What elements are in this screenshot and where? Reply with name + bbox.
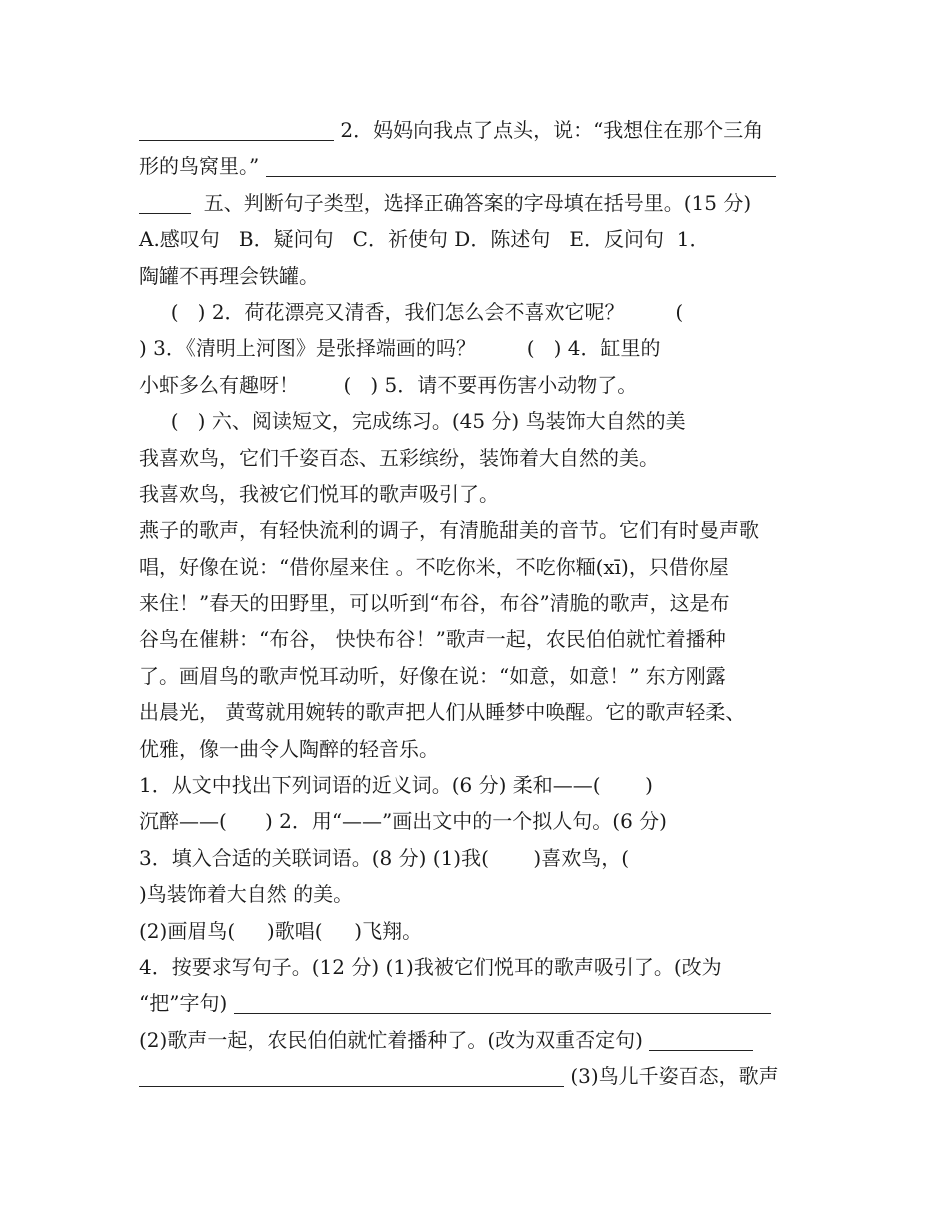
text-line bbox=[139, 440, 812, 476]
text-line bbox=[139, 985, 812, 1021]
line-text: A.感叹句 B．疑问句 C．祈使句 D．陈述句 E．反问句 1． bbox=[139, 227, 710, 252]
line-text: 4．按要求写句子。(12 分) (1)我被它们悦耳的歌声吸引了。(改为 bbox=[139, 954, 722, 979]
line-text: ) 3．《清明上河图》是张择端画的吗？ ( ) 4．缸里的 bbox=[139, 336, 661, 361]
text-line bbox=[139, 476, 812, 512]
answer-blank[interactable] bbox=[649, 1026, 753, 1051]
line-text: 燕子的歌声，有轻快流利的调子，有清脆甜美的音节。它们有时曼声歌 bbox=[139, 518, 759, 543]
text-line bbox=[139, 913, 812, 949]
text-line bbox=[139, 148, 812, 184]
text-line bbox=[139, 840, 812, 876]
text-line bbox=[139, 731, 812, 767]
line-text: 来住！”春天的田野里，可以听到“布谷，布谷”清脆的歌声，这是布 bbox=[139, 591, 730, 616]
text-line bbox=[139, 330, 812, 366]
line-text: “把”字句) bbox=[139, 991, 234, 1016]
text-line bbox=[139, 512, 812, 548]
answer-blank[interactable] bbox=[139, 189, 191, 214]
text-line bbox=[139, 185, 812, 221]
line-text: )鸟装饰着大自然 的美。 bbox=[139, 882, 354, 907]
line-text: (2)歌声一起，农民伯伯就忙着播种了。(改为双重否定句) bbox=[139, 1027, 650, 1052]
line-text: 五、判断句子类型，选择正确答案的字母填在括号里。(15 分) bbox=[191, 190, 752, 215]
text-line bbox=[139, 949, 812, 985]
line-text: 我喜欢鸟，我被它们悦耳的歌声吸引了。 bbox=[139, 481, 499, 506]
answer-blank[interactable] bbox=[266, 152, 776, 177]
text-line bbox=[139, 803, 812, 839]
text-line bbox=[139, 1022, 812, 1058]
text-line bbox=[139, 658, 812, 694]
line-text: 谷鸟在催耕：“布谷， 快快布谷！”歌声一起，农民伯伯就忙着播种 bbox=[139, 627, 726, 652]
text-line bbox=[139, 767, 812, 803]
line-text: (3)鸟儿千姿百态，歌声 bbox=[564, 1064, 779, 1089]
text-line bbox=[139, 112, 812, 148]
text-line bbox=[139, 367, 812, 403]
text-line bbox=[139, 221, 812, 257]
line-text: 小虾多么有趣呀！ ( ) 5．请不要再伤害小动物了。 bbox=[139, 372, 638, 397]
text-line bbox=[139, 549, 812, 585]
line-text: 沉醉——( ) 2．用“——”画出文中的一个拟人句。(6 分) bbox=[139, 809, 667, 834]
text-line bbox=[139, 403, 812, 439]
line-text: (2)画眉鸟( )歌唱( )飞翔。 bbox=[139, 918, 423, 943]
line-text: 出晨光， 黄莺就用婉转的歌声把人们从睡梦中唤醒。它的歌声轻柔、 bbox=[139, 700, 746, 725]
text-line bbox=[139, 1058, 812, 1094]
text-line bbox=[139, 294, 812, 330]
text-line bbox=[139, 694, 812, 730]
text-line bbox=[139, 621, 812, 657]
line-text: 3．填入合适的关联词语。(8 分) (1)我( )喜欢鸟，( bbox=[139, 845, 630, 870]
answer-blank[interactable] bbox=[234, 989, 771, 1014]
answer-blank[interactable] bbox=[139, 1062, 564, 1087]
text-line bbox=[139, 258, 812, 294]
text-line bbox=[139, 585, 812, 621]
line-text: 形的鸟窝里。” bbox=[139, 154, 266, 179]
line-text: 我喜欢鸟，它们千姿百态、五彩缤纷，装饰着大自然的美。 bbox=[139, 445, 659, 470]
text-line bbox=[139, 876, 812, 912]
worksheet-page bbox=[139, 112, 812, 1095]
line-text: ( ) 2．荷花漂亮又清香，我们怎么会不喜欢它呢？ ( bbox=[139, 299, 684, 324]
line-text: 优雅，像一曲令人陶醉的轻音乐。 bbox=[139, 736, 439, 761]
line-text: 1．从文中找出下列词语的近义词。(6 分) 柔和——( ) bbox=[139, 773, 653, 798]
line-text: ( ) 六、阅读短文，完成练习。(45 分) 鸟装饰大自然的美 bbox=[139, 409, 686, 434]
line-text: 2．妈妈向我点了点头，说：“我想住在那个三角 bbox=[334, 118, 764, 142]
line-text: 了。画眉鸟的歌声悦耳动听，好像在说：“如意，如意！” 东方刚露 bbox=[139, 663, 726, 688]
line-text: 唱，好像在说：“借你屋来住 。不吃你米，不吃你糆(xī)，只借你屋 bbox=[139, 554, 729, 579]
answer-blank[interactable] bbox=[139, 116, 334, 141]
line-text: 陶罐不再理会铁罐。 bbox=[139, 263, 319, 288]
